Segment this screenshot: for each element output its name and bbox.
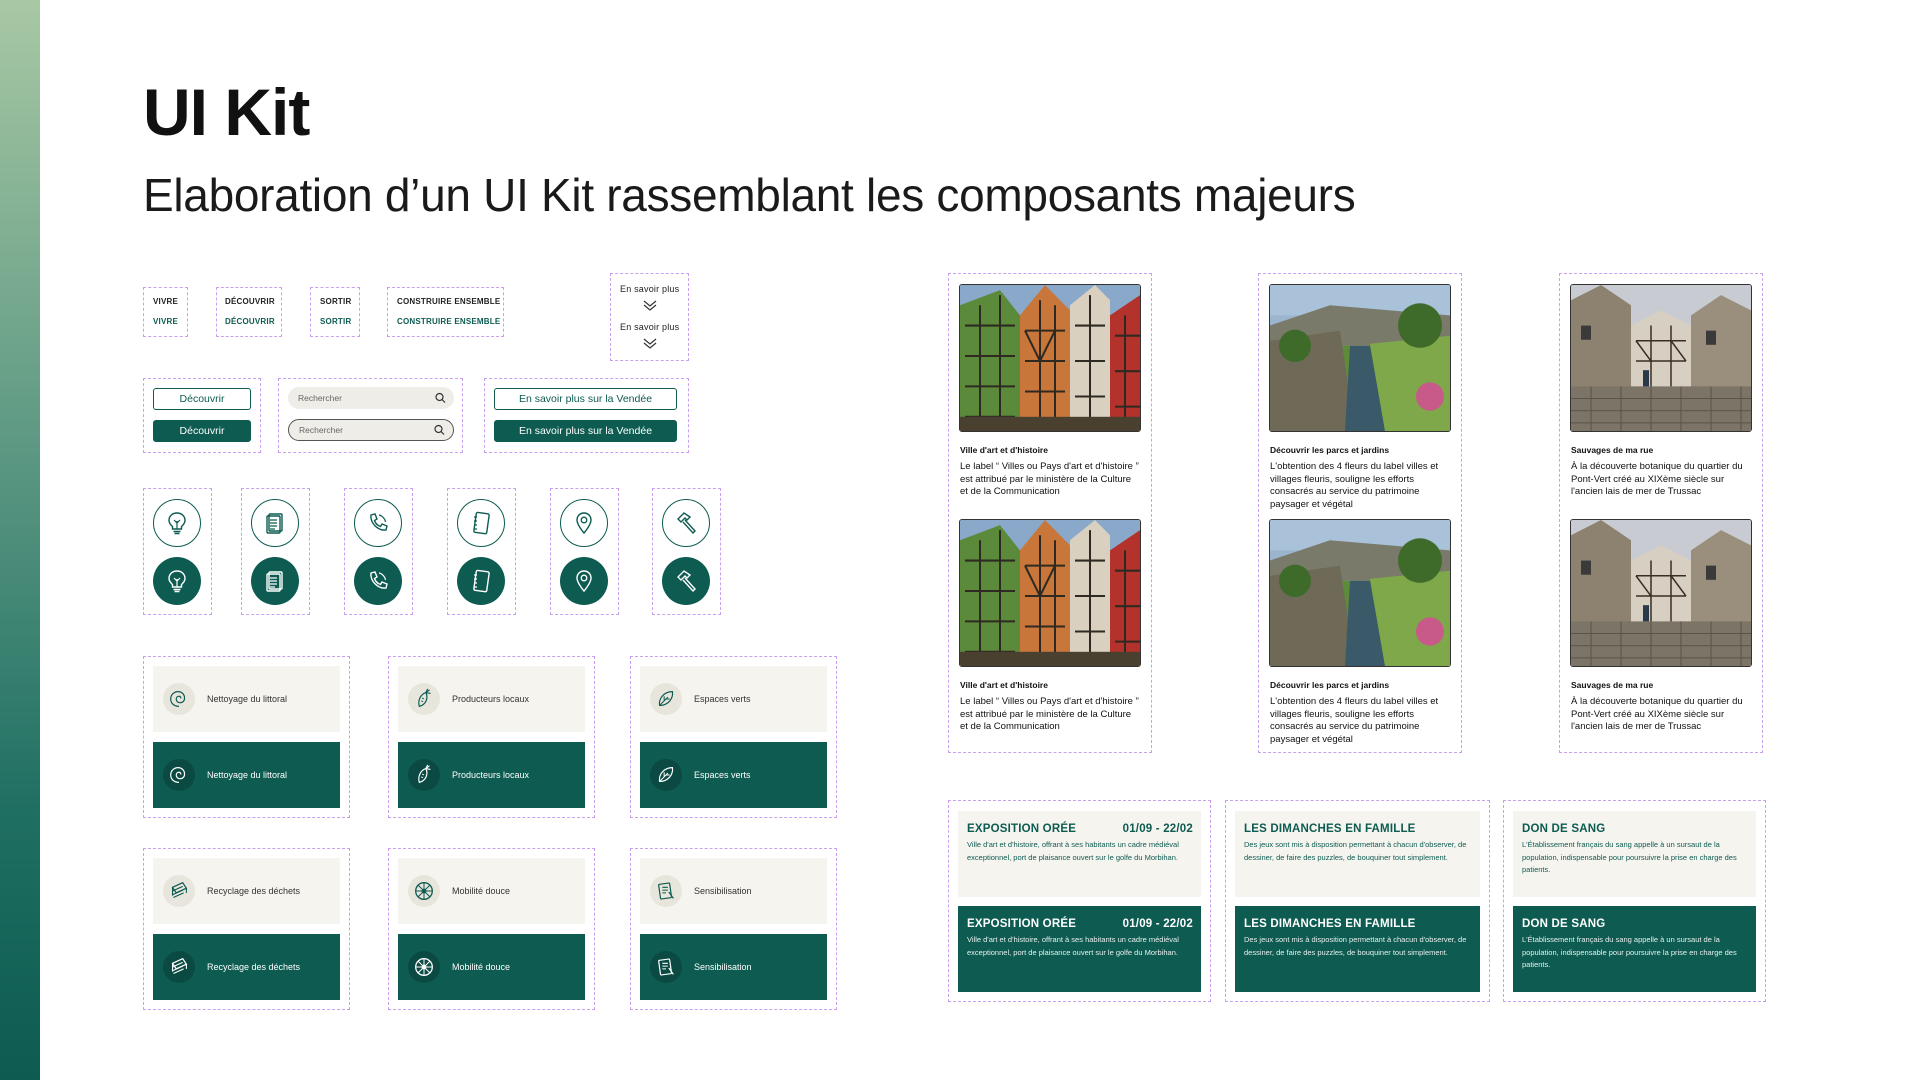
chip-label: Recyclage des déchets [207, 886, 301, 896]
location-pin-icon [571, 510, 597, 536]
poster-icon [654, 879, 678, 903]
card-title[interactable]: Sauvages de ma rue [1571, 680, 1654, 690]
event-card-default[interactable] [1235, 811, 1480, 897]
location-pin-button-filled[interactable] [560, 557, 608, 605]
card-photo[interactable] [959, 519, 1141, 667]
chip-label: Mobilité douce [452, 962, 511, 972]
chip-icon-wrap [650, 951, 682, 983]
location-pin-icon [571, 568, 597, 594]
chip-icon-wrap [163, 683, 195, 715]
nav-item-vivre-group [143, 287, 188, 337]
hammer-icon [673, 510, 699, 536]
chip-icon-wrap [408, 759, 440, 791]
event-card-default[interactable] [1513, 811, 1756, 897]
card-text: L'obtention des 4 fleurs du label villes et villages fleuris, souligne les efforts consacrés au service du patrimoine paysager et végétal [1270, 696, 1439, 745]
lightbulb-button-filled[interactable] [153, 557, 201, 605]
event-title: EXPOSITION ORÉE [967, 823, 1077, 835]
card-text: À la découverte botanique du quartier du Pont-Vert créé au XIXème siècle sur l'ancien lais de mer de Trussac [1571, 461, 1743, 497]
leaf-icon [654, 763, 678, 787]
search-icon [434, 425, 445, 436]
nav-item-sortir-active[interactable]: SORTIR [320, 317, 352, 326]
chip-icon-wrap [163, 759, 195, 791]
event-date: 01/09 - 22/02 [1122, 918, 1193, 930]
chip-active[interactable] [398, 742, 585, 808]
event-text: Des jeux sont mis à disposition permettant à chacun d'observer, de dessiner, de faire des puzzles, de bouquiner tout simplement. [1244, 935, 1467, 957]
card-text: À la découverte botanique du quartier du Pont-Vert créé au XIXème siècle sur l'ancien lais de mer de Trussac [1571, 696, 1743, 732]
event-title: DON DE SANG [1522, 918, 1606, 930]
chip-default[interactable] [640, 666, 827, 732]
nav-item-construire-active[interactable]: CONSTRUIRE ENSEMBLE [397, 317, 501, 326]
nav-item-construire-group [387, 287, 504, 337]
document-button-filled[interactable] [251, 557, 299, 605]
event-title: DON DE SANG [1522, 823, 1606, 835]
card-title[interactable]: Découvrir les parcs et jardins [1270, 445, 1390, 455]
event-header [967, 918, 1193, 930]
side-gradient-bar [0, 0, 40, 1080]
lightbulb-icon [164, 568, 190, 594]
vendee-button-filled[interactable]: En savoir plus sur la Vendée [494, 420, 677, 442]
nav-item-sortir[interactable]: SORTIR [320, 297, 352, 306]
garden-canal-photo [1270, 285, 1450, 431]
chip-label: Sensibilisation [694, 886, 752, 896]
event-card-active[interactable] [1513, 906, 1756, 992]
search-input-focused[interactable] [288, 419, 454, 441]
wheel-icon [412, 879, 436, 903]
timber-houses-photo [960, 285, 1140, 431]
page-subtitle: Elaboration d’un UI Kit rassemblant les composants majeurs [143, 169, 1356, 221]
shell-icon [167, 763, 191, 787]
chip-label: Producteurs locaux [452, 770, 530, 780]
event-title: LES DIMANCHES EN FAMILLE [1244, 918, 1416, 930]
chevron-down-icon [642, 299, 658, 311]
garden-canal-photo [1270, 520, 1450, 666]
chip-icon-wrap [650, 759, 682, 791]
search-placeholder: Rechercher [298, 393, 342, 403]
nav-item-vivre-active[interactable]: VIVRE [153, 317, 179, 326]
card-text: L'obtention des 4 fleurs du label villes et villages fleuris, souligne les efforts consacrés au service du patrimoine paysager et végétal [1270, 461, 1439, 510]
timber-houses-photo [960, 520, 1140, 666]
event-title: LES DIMANCHES EN FAMILLE [1244, 823, 1416, 835]
event-card-default[interactable] [958, 811, 1201, 897]
phone-icon [365, 510, 391, 536]
nav-item-construire[interactable]: CONSTRUIRE ENSEMBLE [397, 297, 501, 306]
event-text: Ville d'art et d'histoire, offrant à ses habitants un cadre médiéval exceptionnel, port de plaisance ouvert sur le golfe du Morbihan. [967, 840, 1179, 862]
chip-icon-wrap [408, 951, 440, 983]
card-text: Le label “ Villes ou Pays d'art et d'histoire ” est attribué par le ministère de la Culture et de la Communication [960, 461, 1139, 497]
chip-label: Nettoyage du littoral [207, 770, 288, 780]
event-header [1522, 823, 1748, 835]
vegetable-icon [412, 687, 436, 711]
more-link-hover[interactable]: En savoir plus [620, 322, 680, 332]
card-photo[interactable] [1269, 519, 1451, 667]
more-link[interactable]: En savoir plus [620, 284, 680, 294]
vegetable-icon [412, 763, 436, 787]
card-photo[interactable] [1269, 284, 1451, 432]
chip-default[interactable] [153, 666, 340, 732]
event-header [1522, 918, 1748, 930]
notebook-icon [468, 510, 494, 536]
hammer-button-filled[interactable] [662, 557, 710, 605]
discover-button[interactable]: Découvrir [153, 388, 251, 410]
document-button[interactable] [251, 499, 299, 547]
chip-label: Espaces verts [694, 694, 751, 704]
notebook-icon [468, 568, 494, 594]
chip-label: Recyclage des déchets [207, 962, 301, 972]
hammer-icon [673, 568, 699, 594]
chip-default[interactable] [398, 858, 585, 924]
card-text: Le label “ Villes ou Pays d'art et d'histoire ” est attribué par le ministère de la Culture et de la Communication [960, 696, 1139, 732]
card-title[interactable]: Ville d'art et d'histoire [960, 445, 1048, 455]
nav-item-decouvrir-active[interactable]: DÉCOUVRIR [225, 317, 275, 326]
event-date: 01/09 - 22/02 [1122, 823, 1193, 835]
event-title: EXPOSITION ORÉE [967, 918, 1077, 930]
card-photo[interactable] [1570, 519, 1752, 667]
page-title: UI Kit [143, 75, 310, 149]
chip-label: Nettoyage du littoral [207, 694, 288, 704]
chip-active[interactable] [640, 934, 827, 1000]
notebook-button[interactable] [457, 499, 505, 547]
event-header [967, 823, 1193, 835]
hammer-button[interactable] [662, 499, 710, 547]
event-card-active[interactable] [958, 906, 1201, 992]
chip-icon-wrap [408, 683, 440, 715]
event-header [1244, 918, 1472, 930]
lightbulb-button[interactable] [153, 499, 201, 547]
nav-item-vivre[interactable]: VIVRE [153, 297, 179, 306]
chip-active[interactable] [398, 934, 585, 1000]
discover-button-filled[interactable]: Découvrir [153, 420, 251, 442]
card-photo[interactable] [959, 284, 1141, 432]
search-input[interactable] [288, 387, 454, 409]
chip-default[interactable] [398, 666, 585, 732]
phone-button-filled[interactable] [354, 557, 402, 605]
event-text: Des jeux sont mis à disposition permettant à chacun d'observer, de dessiner, de faire des puzzles, de bouquiner tout simplement. [1244, 840, 1467, 862]
chip-label: Mobilité douce [452, 886, 511, 896]
vendee-button[interactable]: En savoir plus sur la Vendée [494, 388, 677, 410]
chip-active[interactable] [153, 934, 340, 1000]
wheel-icon [412, 955, 436, 979]
recycling-icon [167, 879, 191, 903]
chip-label: Producteurs locaux [452, 694, 530, 704]
search-icon [435, 393, 446, 404]
chip-label: Sensibilisation [694, 962, 752, 972]
leaf-icon [654, 687, 678, 711]
lightbulb-icon [164, 510, 190, 536]
card-title[interactable]: Sauvages de ma rue [1571, 445, 1654, 455]
poster-icon [654, 955, 678, 979]
chevron-down-icon [642, 337, 658, 349]
chip-icon-wrap [650, 875, 682, 907]
phone-button[interactable] [354, 499, 402, 547]
document-icon [262, 510, 288, 536]
notebook-button-filled[interactable] [457, 557, 505, 605]
card-title[interactable]: Ville d'art et d'histoire [960, 680, 1048, 690]
nav-item-decouvrir[interactable]: DÉCOUVRIR [225, 297, 275, 306]
event-text: L'Établissement français du sang appelle à un sursaut de la population, indispensable pour poursuivre la prise en charge des patients. [1522, 840, 1737, 874]
nav-item-sortir-group [310, 287, 360, 337]
chip-icon-wrap [163, 875, 195, 907]
chip-default[interactable] [640, 858, 827, 924]
event-text: L'Établissement français du sang appelle à un sursaut de la population, indispensable pour poursuivre la prise en charge des patients. [1522, 935, 1737, 969]
card-title[interactable]: Découvrir les parcs et jardins [1270, 680, 1390, 690]
recycling-icon [167, 955, 191, 979]
chip-icon-wrap [650, 683, 682, 715]
chip-default[interactable] [153, 858, 340, 924]
shell-icon [167, 687, 191, 711]
document-icon [262, 568, 288, 594]
event-card-active[interactable] [1235, 906, 1480, 992]
event-text: Ville d'art et d'histoire, offrant à ses habitants un cadre médiéval exceptionnel, port de plaisance ouvert sur le golfe du Morbihan. [967, 935, 1179, 957]
phone-icon [365, 568, 391, 594]
location-pin-button[interactable] [560, 499, 608, 547]
chip-active[interactable] [153, 742, 340, 808]
event-header [1244, 823, 1472, 835]
nav-item-decouvrir-group [216, 287, 282, 337]
chip-active[interactable] [640, 742, 827, 808]
castle-rampart-photo [1571, 285, 1751, 431]
chip-icon-wrap [163, 951, 195, 983]
search-placeholder: Rechercher [299, 425, 343, 435]
chip-label: Espaces verts [694, 770, 751, 780]
chip-icon-wrap [408, 875, 440, 907]
card-photo[interactable] [1570, 284, 1752, 432]
castle-rampart-photo [1571, 520, 1751, 666]
